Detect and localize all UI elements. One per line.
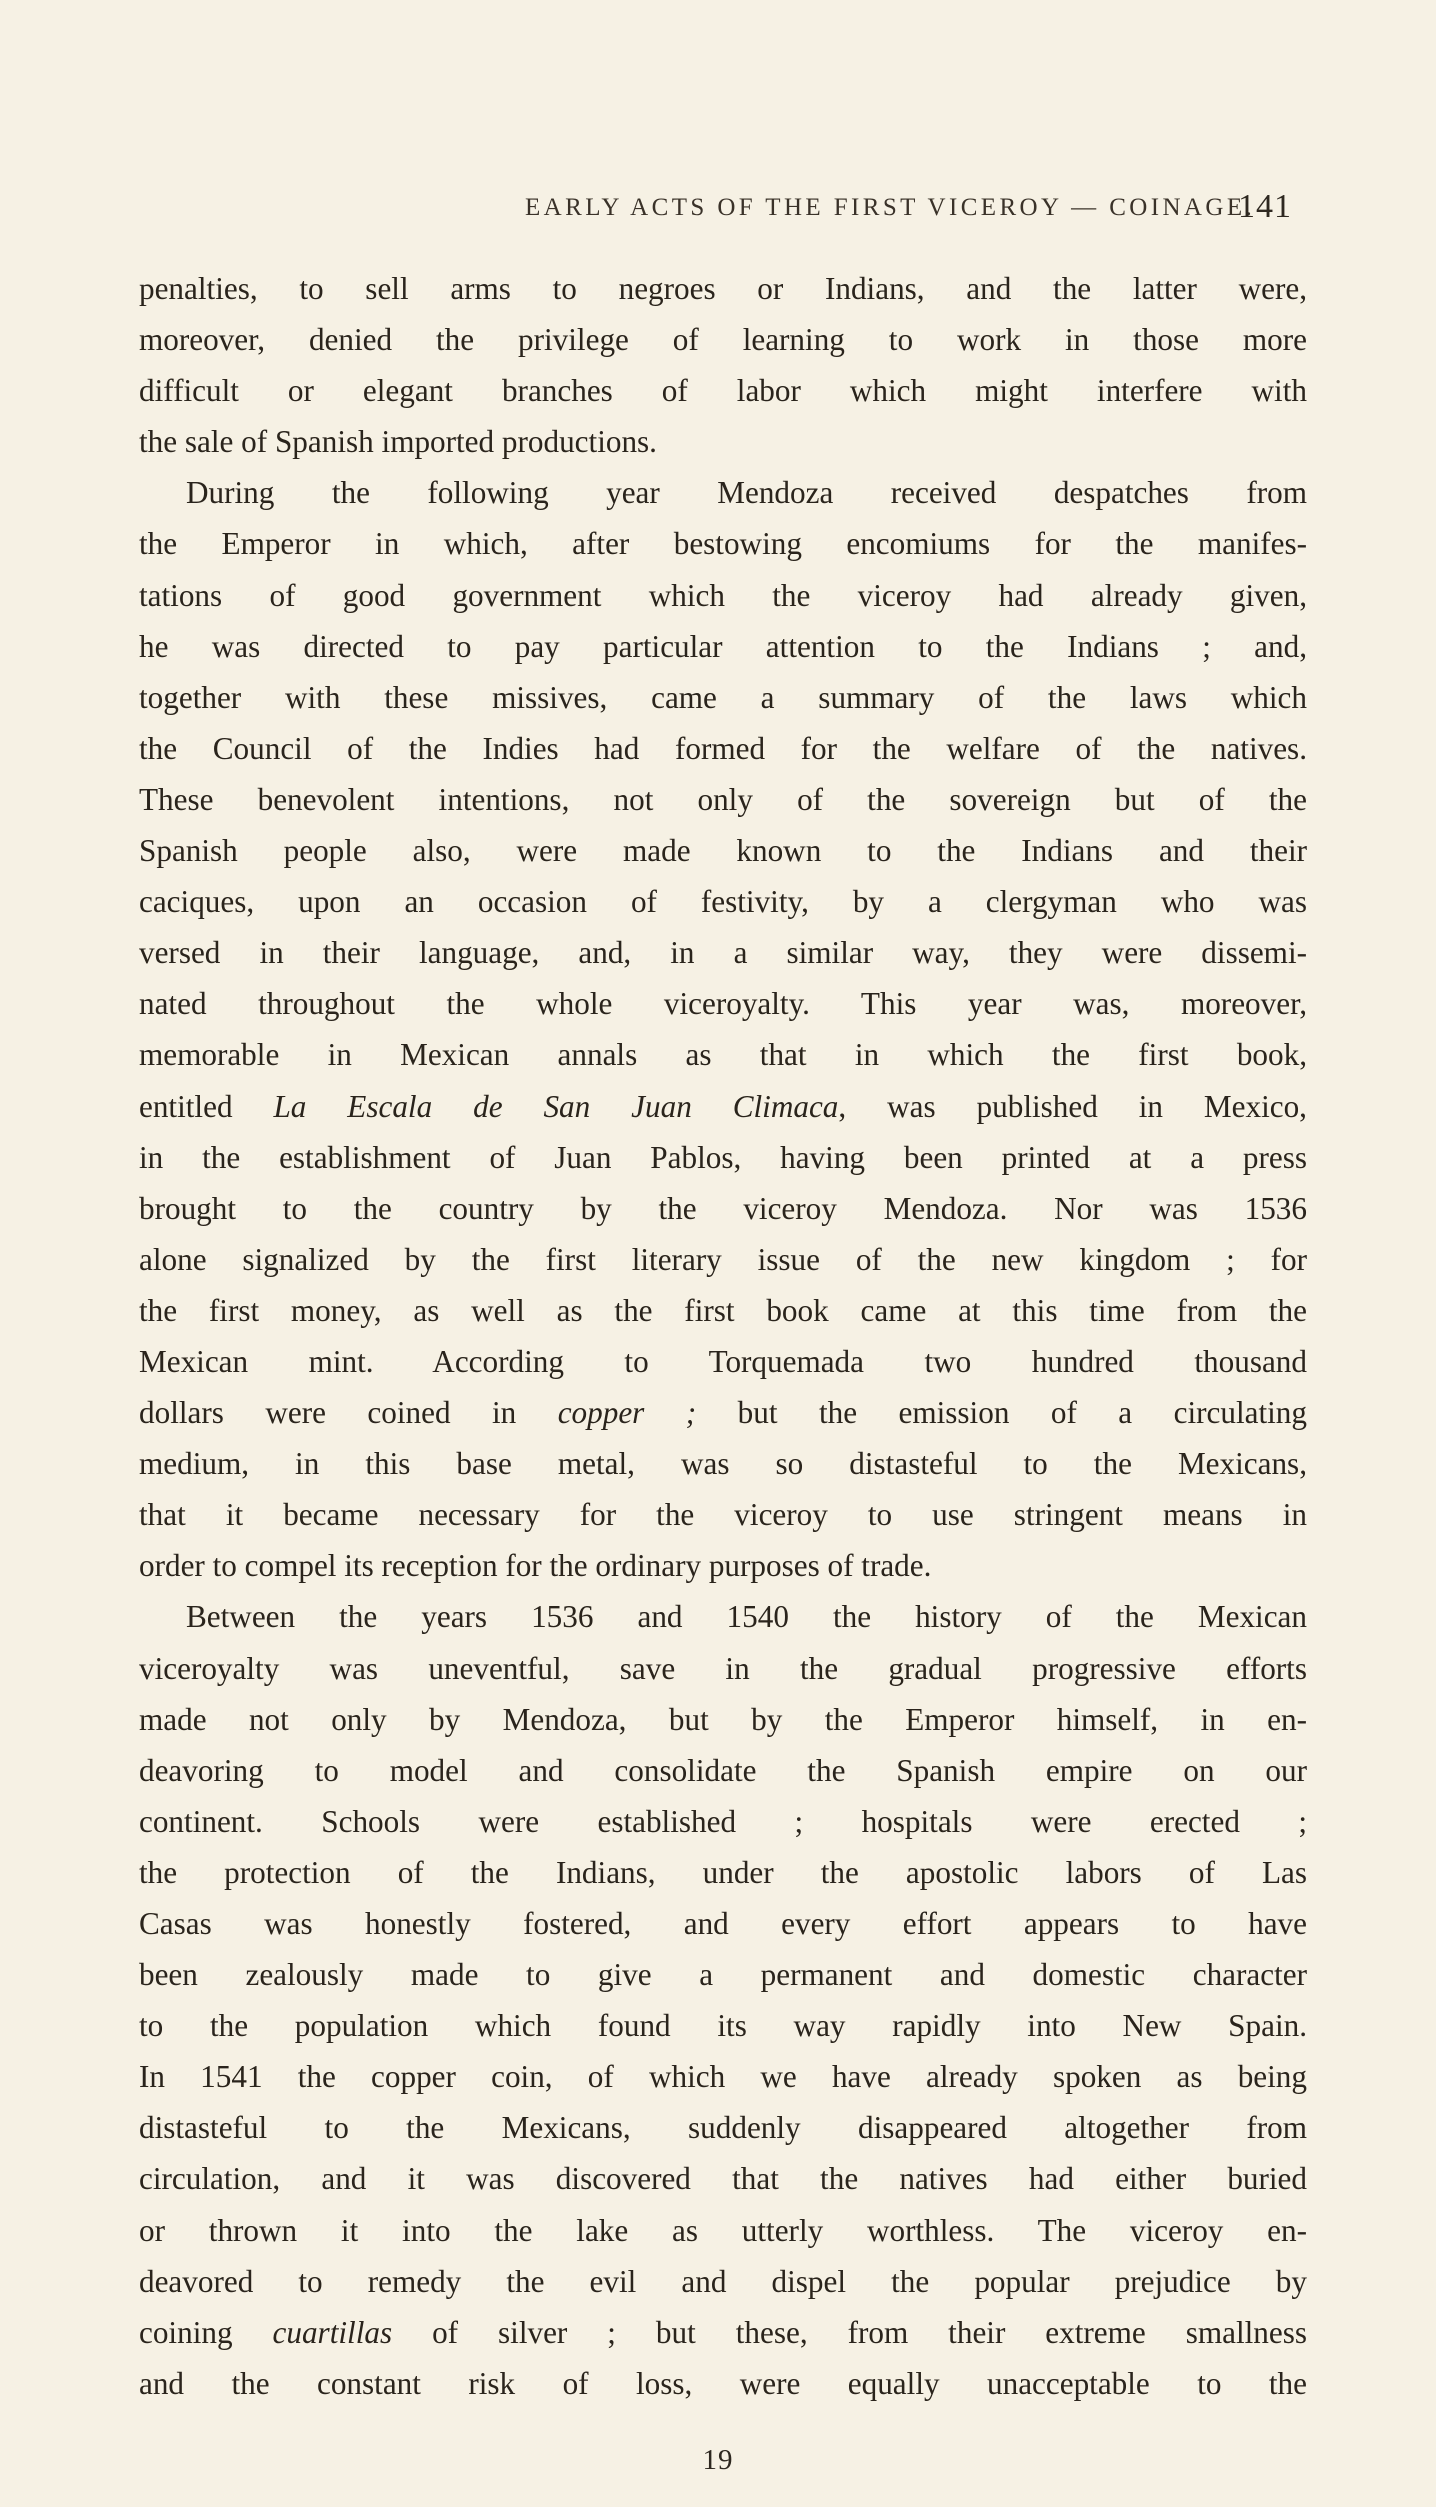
text-line: in the establishment of Juan Pablos, having been printed at a press [139, 1139, 1307, 1175]
text-line: the Emperor in which, after bestowing encomiums for the manifes- [139, 526, 1307, 562]
text-line: moreover, denied the privilege of learning to work in those more [139, 322, 1307, 358]
text-segment: entitled [139, 1088, 274, 1124]
text-segment: , was published in Mexico, [838, 1088, 1307, 1124]
text-line: memorable in Mexican annals as that in which the first book, [139, 1037, 1307, 1073]
text-line: penalties, to sell arms to negroes or Indians, and the latter were, [139, 271, 1307, 306]
text-line: brought to the country by the viceroy Mendoza. Nor was 1536 [139, 1190, 1307, 1226]
text-line: medium, in this base metal, was so distasteful to the Mexicans, [139, 1446, 1307, 1482]
signature-mark: 19 [702, 2444, 734, 2476]
text-line: alone signalized by the first literary issue of the new kingdom ; for [139, 1241, 1307, 1277]
text-line: he was directed to pay particular attention to the Indians ; and, [139, 628, 1307, 664]
book-title-italic: La Escala de San Juan Climaca [273, 1088, 839, 1124]
text-line: nated throughout the whole viceroyalty. This year was, moreover, [139, 986, 1307, 1022]
text-line-cuartillas [139, 2307, 1307, 2358]
text-line-book-title [139, 1081, 1307, 1132]
text-line: versed in their language, and, in a similar way, they were dissemi- [139, 935, 1307, 971]
cuartillas-italic: cuartillas [272, 2314, 393, 2350]
text-line: Casas was honestly fostered, and every effort appears to have [139, 1906, 1307, 1941]
text-line: been zealously made to give a permanent and domestic character [139, 1957, 1307, 1993]
text-line: together with these missives, came a summary of the laws which [139, 679, 1307, 715]
body-text [139, 263, 1307, 2409]
text-line: circulation, and it was discovered that the natives had either buried [139, 2161, 1307, 2197]
text-line: During the following year Mendoza received despatches from [186, 475, 1307, 511]
text-line: made not only by Mendoza, but by the Emperor himself, in en- [139, 1701, 1307, 1737]
text-line: the sale of Spanish imported productions. [139, 424, 657, 460]
text-segment: dollars were coined in [139, 1395, 558, 1431]
text-line: caciques, upon an occasion of festivity, by a clergyman who was [139, 884, 1307, 920]
text-line: tations of good government which the viceroy had already given, [139, 577, 1307, 613]
text-line: that it became necessary for the viceroy to use stringent means in [139, 1497, 1307, 1533]
running-head [0, 188, 1436, 232]
text-line: the Council of the Indies had formed for the welfare of the natives. [139, 730, 1307, 766]
copper-italic: copper ; [557, 1395, 697, 1431]
text-line: deavored to remedy the evil and dispel the popular prejudice by [139, 2263, 1307, 2299]
text-line-copper [139, 1387, 1307, 1438]
text-segment: but the emission of a circulating [696, 1395, 1307, 1431]
text-line: order to compel its reception for the ordinary purposes of trade. [139, 1548, 932, 1584]
text-line: the first money, as well as the first book came at this time from the [139, 1292, 1307, 1328]
text-line: difficult or elegant branches of labor which might interfere with [139, 373, 1307, 409]
text-line: the protection of the Indians, under the apostolic labors of Las [139, 1854, 1307, 1890]
text-line: Mexican mint. According to Torquemada two hundred thousand [139, 1343, 1307, 1379]
text-line: deavoring to model and consolidate the Spanish empire on our [139, 1752, 1307, 1788]
text-segment: of silver ; but these, from their extreme smallness [392, 2314, 1307, 2350]
text-line: In 1541 the copper coin, of which we have already spoken as being [139, 2059, 1307, 2095]
text-line: Between the years 1536 and 1540 the history of the Mexican [186, 1599, 1307, 1635]
text-line: or thrown it into the lake as utterly worthless. The viceroy en- [139, 2212, 1307, 2248]
page-number: 141 [1238, 188, 1292, 225]
text-line: distasteful to the Mexicans, suddenly disappeared altogether from [139, 2110, 1307, 2146]
running-title: EARLY ACTS OF THE FIRST VICEROY — COINAGE. [525, 194, 1256, 221]
text-line: Spanish people also, were made known to the Indians and their [139, 833, 1307, 869]
text-line: to the population which found its way rapidly into New Spain. [139, 2008, 1307, 2044]
text-line: These benevolent intentions, not only of the sovereign but of the [139, 781, 1307, 817]
text-segment: coining [139, 2314, 273, 2350]
text-line: viceroyalty was uneventful, save in the gradual progressive efforts [139, 1650, 1307, 1686]
text-line: and the constant risk of loss, were equally unacceptable to the [139, 2365, 1307, 2401]
text-line: continent. Schools were established ; hospitals were erected ; [139, 1803, 1307, 1839]
